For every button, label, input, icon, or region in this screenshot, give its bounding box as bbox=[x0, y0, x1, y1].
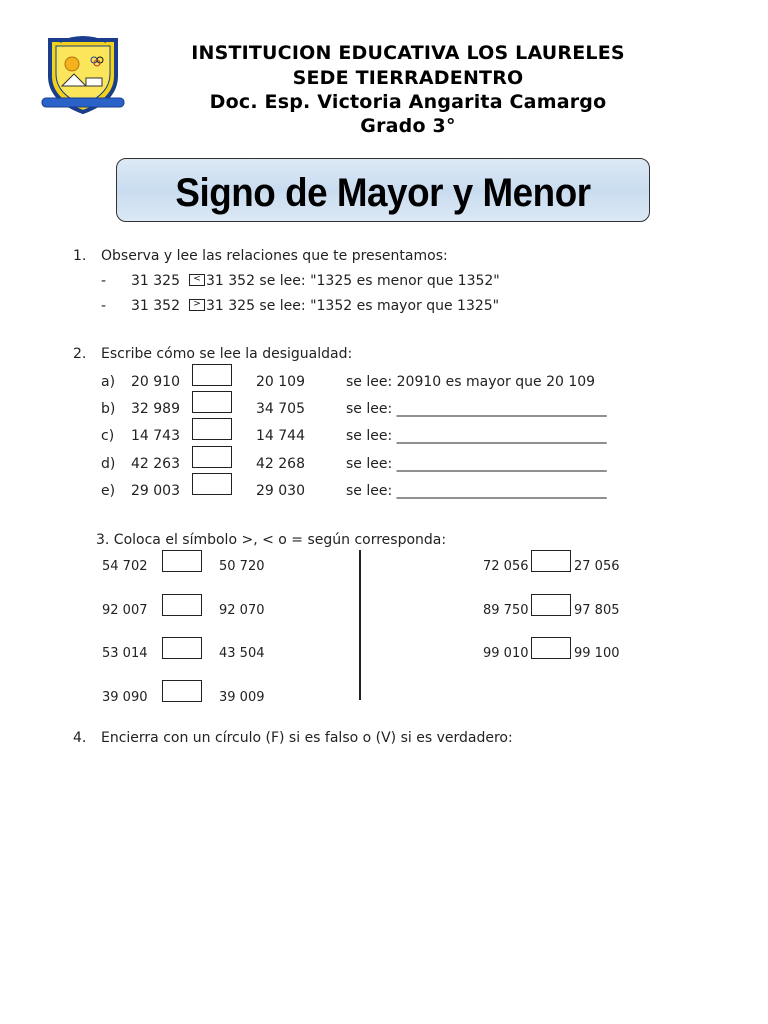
q3-number-a: 99 010 bbox=[483, 646, 529, 661]
greater-than-symbol-box: > bbox=[189, 299, 205, 311]
column-divider bbox=[359, 550, 361, 700]
q3-number-a: 54 702 bbox=[102, 559, 148, 574]
q1-item-number: 31 352 bbox=[131, 298, 180, 314]
q2-number-b: 29 030 bbox=[256, 483, 305, 499]
q2-reading: se lee: ______________________________ bbox=[346, 483, 607, 499]
q2-letter: c) bbox=[101, 428, 115, 444]
q3-number-a: 89 750 bbox=[483, 603, 529, 618]
answer-box[interactable] bbox=[192, 473, 232, 495]
q3-number-b: 43 504 bbox=[219, 646, 265, 661]
q2-number: 2. bbox=[73, 346, 87, 362]
title-banner bbox=[116, 158, 650, 222]
q1-item-number: 31 325 bbox=[131, 273, 180, 289]
answer-box[interactable] bbox=[162, 550, 202, 572]
q1-item-dash: - bbox=[101, 273, 107, 289]
less-than-symbol-box: < bbox=[189, 274, 205, 286]
q1-item-text: 31 325 se lee: "1352 es mayor que 1325" bbox=[206, 298, 500, 314]
q3-number-a: 92 007 bbox=[102, 603, 148, 618]
answer-box[interactable] bbox=[162, 594, 202, 616]
q2-reading: se lee: ______________________________ bbox=[346, 428, 607, 444]
q2-reading: se lee: 20910 es mayor que 20 109 bbox=[346, 374, 596, 390]
answer-box[interactable] bbox=[192, 446, 232, 468]
answer-box[interactable] bbox=[192, 418, 232, 440]
q4-text: Encierra con un círculo (F) si es falso o (V) si es verdadero: bbox=[101, 730, 513, 746]
answer-box[interactable] bbox=[531, 550, 571, 572]
q2-number-a: 14 743 bbox=[131, 428, 180, 444]
q3-number-a: 53 014 bbox=[102, 646, 148, 661]
answer-box[interactable] bbox=[162, 637, 202, 659]
q3-number-a: 72 056 bbox=[483, 559, 529, 574]
q2-number-b: 14 744 bbox=[256, 428, 305, 444]
q3-number-b: 97 805 bbox=[574, 603, 620, 618]
answer-box[interactable] bbox=[531, 637, 571, 659]
q1-text: Observa y lee las relaciones que te presentamos: bbox=[101, 248, 448, 264]
q2-number-a: 29 003 bbox=[131, 483, 180, 499]
q2-reading: se lee: ______________________________ bbox=[346, 456, 607, 472]
q3-number-b: 92 070 bbox=[219, 603, 265, 618]
q2-text: Escribe cómo se lee la desigualdad: bbox=[101, 346, 353, 362]
answer-box[interactable] bbox=[192, 391, 232, 413]
q3-number-b: 27 056 bbox=[574, 559, 620, 574]
answer-box[interactable] bbox=[531, 594, 571, 616]
q2-number-b: 42 268 bbox=[256, 456, 305, 472]
q3-number-b: 39 009 bbox=[219, 690, 265, 705]
q2-letter: a) bbox=[101, 374, 116, 390]
q2-number-a: 20 910 bbox=[131, 374, 180, 390]
sede-name: SEDE TIERRADENTRO bbox=[292, 67, 524, 89]
q2-letter: d) bbox=[101, 456, 116, 472]
q3-number-b: 50 720 bbox=[219, 559, 265, 574]
q1-item-dash: - bbox=[101, 298, 107, 314]
school-name: INSTITUCION EDUCATIVA LOS LAURELES bbox=[191, 42, 625, 64]
q2-reading: se lee: ______________________________ bbox=[346, 401, 607, 417]
q1-number: 1. bbox=[73, 248, 87, 264]
q3-number-b: 99 100 bbox=[574, 646, 620, 661]
answer-box[interactable] bbox=[162, 680, 202, 702]
q2-number-b: 34 705 bbox=[256, 401, 305, 417]
q2-letter: e) bbox=[101, 483, 116, 499]
teacher-name: Doc. Esp. Victoria Angarita Camargo bbox=[209, 91, 607, 113]
q4-number: 4. bbox=[73, 730, 87, 746]
q2-number-b: 20 109 bbox=[256, 374, 305, 390]
q3-number-a: 39 090 bbox=[102, 690, 148, 705]
answer-box[interactable] bbox=[192, 364, 232, 386]
grade-label: Grado 3° bbox=[360, 115, 456, 137]
q2-number-a: 32 989 bbox=[131, 401, 180, 417]
q2-number-a: 42 263 bbox=[131, 456, 180, 472]
page-title: Signo de Mayor y Menor bbox=[175, 171, 591, 215]
q1-item-text: 31 352 se lee: "1325 es menor que 1352" bbox=[206, 273, 500, 289]
q3-text: 3. Coloca el símbolo >, < o = según corresponda: bbox=[96, 532, 447, 548]
q2-letter: b) bbox=[101, 401, 116, 417]
